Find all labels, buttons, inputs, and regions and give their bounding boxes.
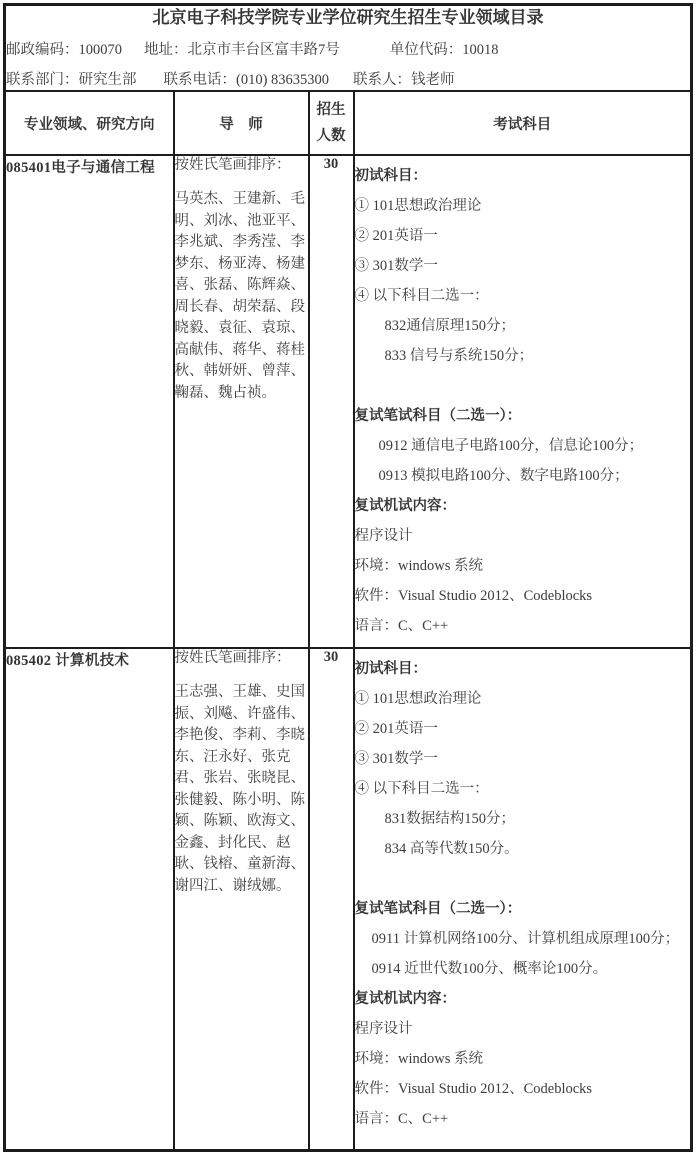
exam-line: 复试机试内容： [354,991,456,1007]
table-header-row [5,91,692,155]
address-label: 地址： [144,42,188,58]
exam-line: 0912 通信电子电路100分，信息论100分； [378,438,644,454]
exam-line: 环境：windows 系统 [354,1051,483,1067]
exam-line: 0913 模拟电路100分、数字电路100分； [378,468,629,484]
exam-line: ④ 以下科目二选一： [354,781,489,797]
contact-department-value: 研究生部 [78,72,137,88]
exam-line: ③ 301数学一 [354,258,438,274]
contact-person [353,71,455,90]
exam-line: 软件：Visual Studio 2012、Codeblocks [354,1081,593,1097]
postal-code-value: 100070 [78,42,122,58]
exam-line: ④ 以下科目二选一： [354,288,489,304]
contact-phone-label: 联系电话： [163,72,236,88]
info-line-2 [6,71,690,90]
advisor-cell [174,648,309,1150]
exam-line: 831数据结构150分； [384,811,515,827]
contact-department-label: 联系部门： [6,72,79,88]
exam-line: 0914 近世代数100分、概率论100分。 [371,961,608,977]
contact-phone-value: (010) 83635300 [236,72,330,88]
document-header [5,5,692,92]
document-header-row [5,5,692,92]
exam-line: 复试笔试科目（二选一）： [354,408,522,424]
advisor-cell [174,155,309,648]
exam-line: 软件：Visual Studio 2012、Codeblocks [354,588,593,604]
exam-line: 环境：windows 系统 [354,558,483,574]
enrollment-count: 30 [309,155,354,648]
contact-person-value: 钱老师 [411,72,455,88]
exam-line: ① 101思想政治理论 [354,691,482,707]
advisor-names: 王志强、王雄、史国振、刘飚、许盛伟、李艳俊、李莉、李晓东、汪永好、张克君、张岩、张晓昆、张健毅、陈小明、陈颖、陈颖、欧海文、金鑫、封化民、赵耿、钱榕、童新海、谢四江、谢绒娜。 [174,684,305,894]
col-header-exam: 考试科目 [354,91,692,155]
exam-subjects [354,648,692,1150]
admissions-catalog-table [3,3,693,1152]
exam-line: 语言：C、C++ [354,618,449,634]
postal-code [6,41,122,60]
table-row-085401 [5,155,692,648]
exam-line: 833 信号与系统150分； [384,348,534,364]
enrollment-count: 30 [309,648,354,1150]
postal-code-label: 邮政编码： [6,42,79,58]
col-header-enrollment [309,91,354,155]
exam-line [355,376,691,396]
exam-line: 834 高等代数150分。 [384,841,519,857]
exam-line: ② 201英语一 [354,721,438,737]
program-field: 085402 计算机技术 [5,648,174,1150]
exam-line: 复试机试内容： [354,498,456,514]
col-header-advisor: 导 师 [174,91,309,155]
exam-line: ③ 301数学一 [354,751,438,767]
unit-code [390,41,499,60]
advisor-sort-note: 按姓氏笔画排序： [174,650,291,666]
exam-line: 语言：C、C++ [354,1111,449,1127]
exam-line [355,869,691,889]
table-row-085402 [5,648,692,1150]
exam-subjects [354,155,692,648]
exam-line: 832通信原理150分； [384,318,515,334]
exam-line: 程序设计 [354,1021,413,1037]
col-header-enrollment-line1: 招生 [316,102,346,118]
exam-line: 程序设计 [354,528,413,544]
contact-person-label: 联系人： [353,72,412,88]
exam-line: 初试科目： [354,168,427,184]
exam-line: 0911 计算机网络100分、计算机组成原理100分； [371,931,680,947]
advisor-sort-note: 按姓氏笔画排序： [174,157,291,173]
contact-department [6,71,137,90]
exam-line: 初试科目： [354,661,427,677]
address-value: 北京市丰台区富丰路7号 [187,42,340,58]
page-title: 北京电子科技学院专业学位研究生招生专业领域目录 [152,8,544,27]
exam-line: ① 101思想政治理论 [354,198,482,214]
exam-line: ② 201英语一 [354,228,438,244]
info-line-1 [6,41,690,60]
unit-code-value: 10018 [462,42,499,58]
col-header-field: 专业领域、研究方向 [5,91,174,155]
program-field: 085401电子与通信工程 [5,155,174,648]
unit-code-label: 单位代码： [389,42,463,58]
advisor-names: 马英杰、王建新、毛明、刘冰、池亚平、李兆斌、李秀滢、李梦东、杨亚涛、杨建喜、张磊、陈辉焱、周长春、胡荣磊、段晓毅、袁征、袁琼、高献伟、蒋华、蒋桂秋、韩妍妍、曾萍、鞠磊、魏占祯。 [174,191,305,401]
address [144,41,340,60]
exam-line: 复试笔试科目（二选一）： [354,901,522,917]
col-header-enrollment-line2: 人数 [316,128,346,144]
contact-phone [164,71,330,90]
